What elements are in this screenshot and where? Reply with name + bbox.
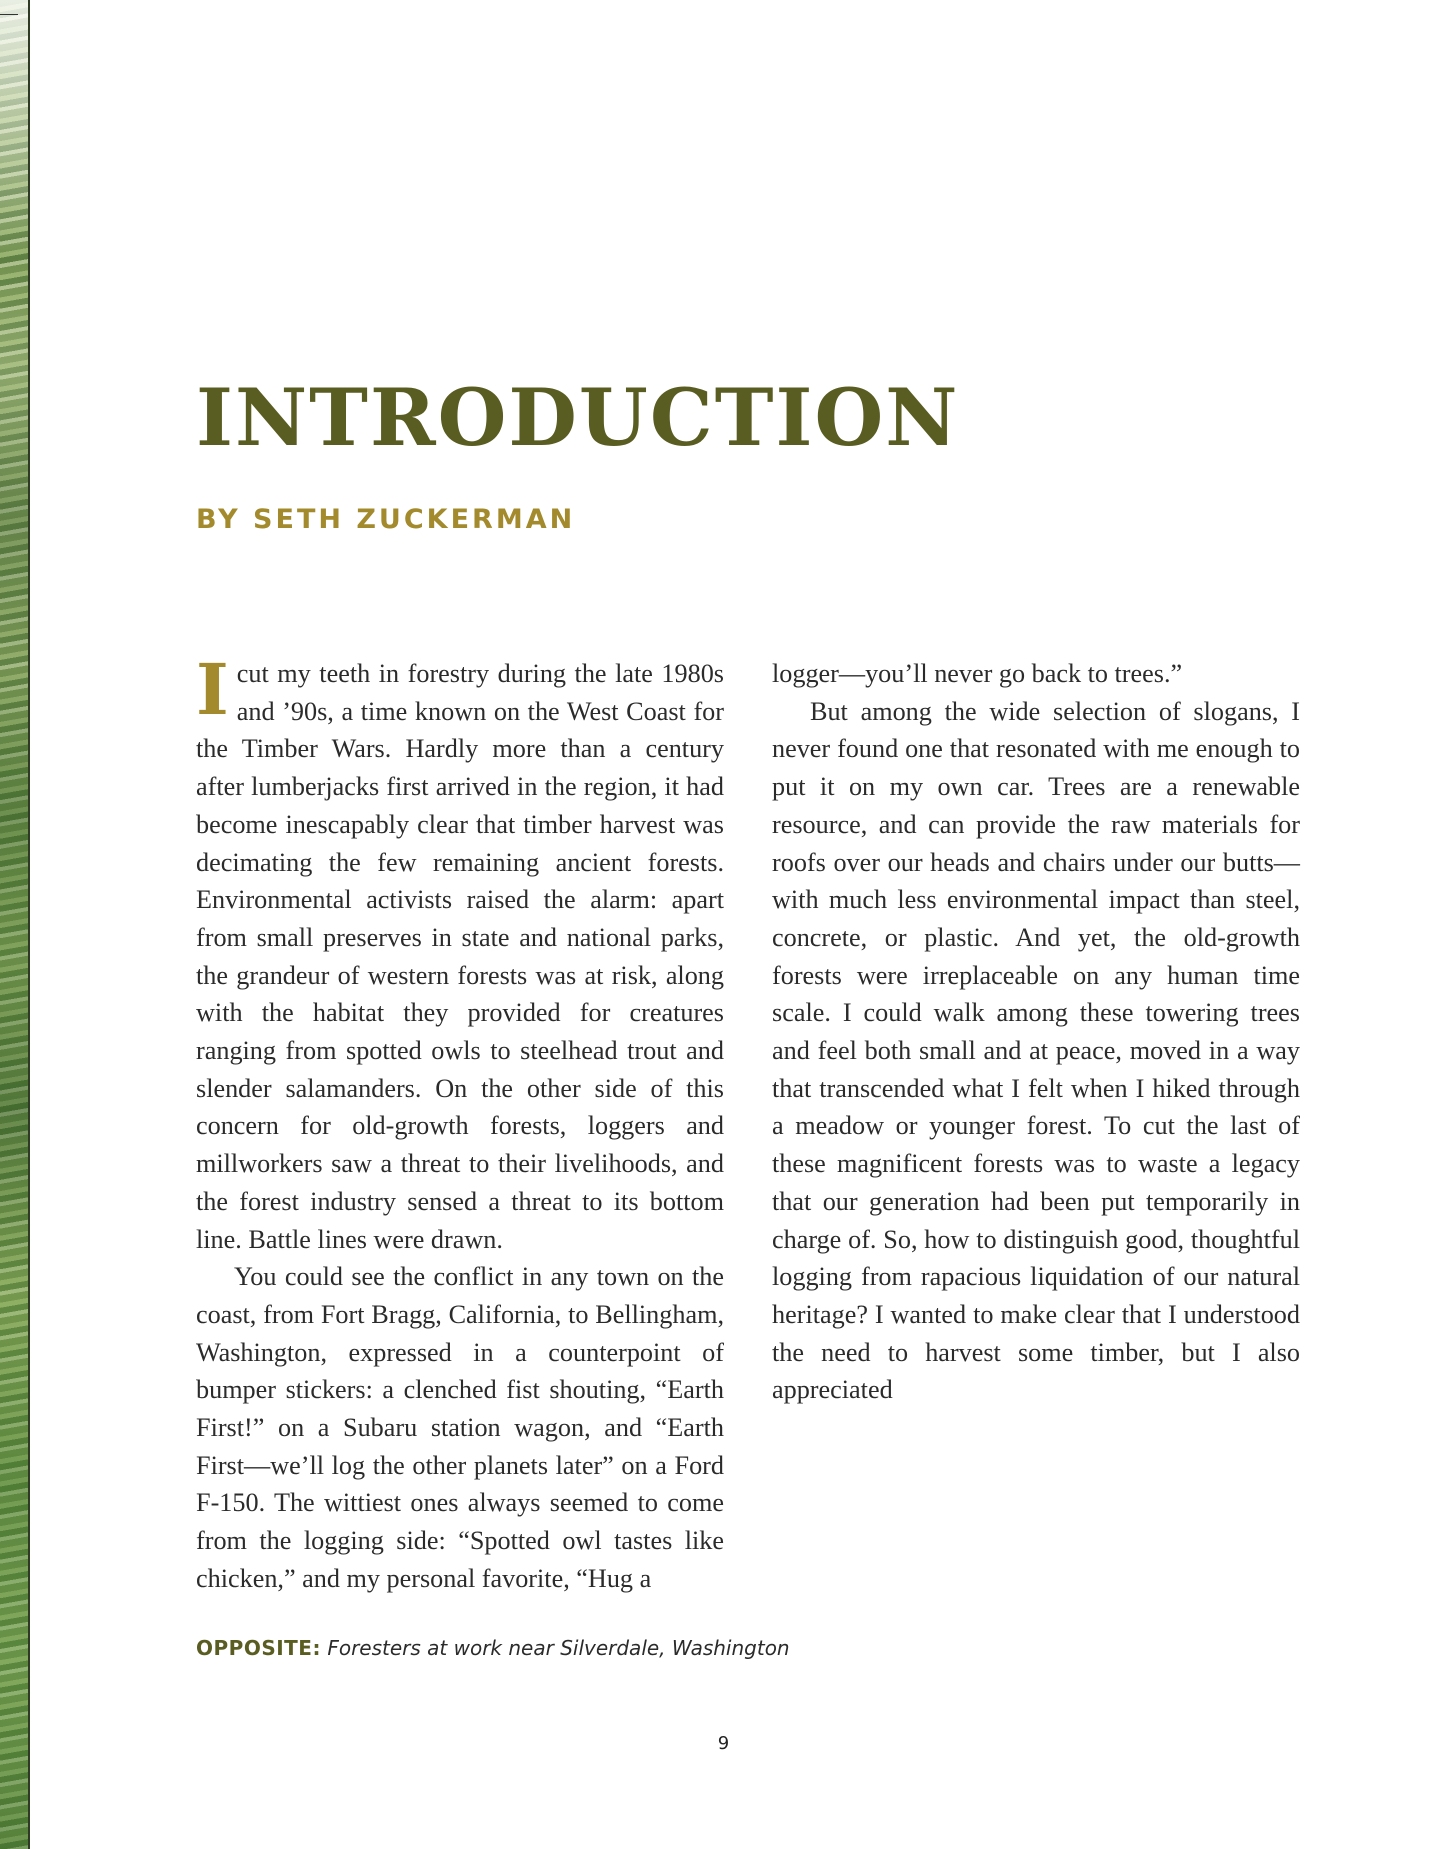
- drop-cap: I: [196, 648, 229, 731]
- text-column-right: [772, 655, 1300, 1409]
- text-column-left: [196, 648, 724, 1598]
- photo-caption: [196, 1636, 790, 1660]
- forest-photo-edge: [0, 0, 30, 1849]
- crop-mark: [0, 14, 18, 15]
- paragraph-3: But among the wide selection of slogans, I never found one that resonated with me enough to put it on my own car. Trees are a renewable resource, and can provide the raw materials for roofs over our heads and chairs under our butts—with much less environmental impact than steel, concrete, or plastic. And yet, the old-growth forests were irreplaceable on any human time scale. I could walk among these towering trees and feel both small and at peace, moved in a way that transcended what I felt when I hiked through a meadow or younger forest. To cut the last of these magnificent forests was to waste a legacy that our generation had been put temporarily in charge of. So, how to distinguish good, thoughtful logging from rapacious liquidation of our natural heritage? I wanted to make clear that I understood the need to harvest some timber, but I also appreciated: [772, 696, 1300, 1405]
- byline: BY SETH ZUCKERMAN: [196, 504, 576, 535]
- paragraph-2-continued: logger—you’ll never go back to trees.”: [772, 659, 1183, 688]
- paragraph-2: You could see the conflict in any town on the coast, from Fort Bragg, California, to Bellingham, Washington, expressed in a counterpoint of bumper stickers: a clenched fist shouting, “Earth First!” on a Subaru station wagon, and “Earth First—we’ll log the other planets later” on a Ford F-150. The wittiest ones always seemed to come from the logging side: “Spotted owl tastes like chicken,” and my personal favorite, “Hug a: [196, 1262, 724, 1593]
- page-number: 9: [717, 1733, 730, 1754]
- page-title: INTRODUCTION: [196, 371, 960, 464]
- caption-label: OPPOSITE:: [196, 1636, 321, 1660]
- paragraph-1-text: cut my teeth in forestry during the late 1980s and ’90s, a time known on the West Coast for the Timber Wars. Hardly more than a century after lumberjacks first arrived in the region, it had become inescapably clear that timber harvest was decimating the few remaining ancient forests. Environmental activists raised the alarm: apart from small preserves in state and national parks, the grandeur of western forests was at risk, along with the habitat they provided for creatures ranging from spotted owls to steelhead trout and slender salamanders. On the other side of this concern for old-growth forests, loggers and millworkers saw a threat to their livelihoods, and the forest industry sensed a threat to its bottom line. Battle lines were drawn.: [196, 659, 724, 1254]
- caption-text: Foresters at work near Silverdale, Washington: [327, 1636, 790, 1660]
- paragraph-1: [196, 648, 724, 1258]
